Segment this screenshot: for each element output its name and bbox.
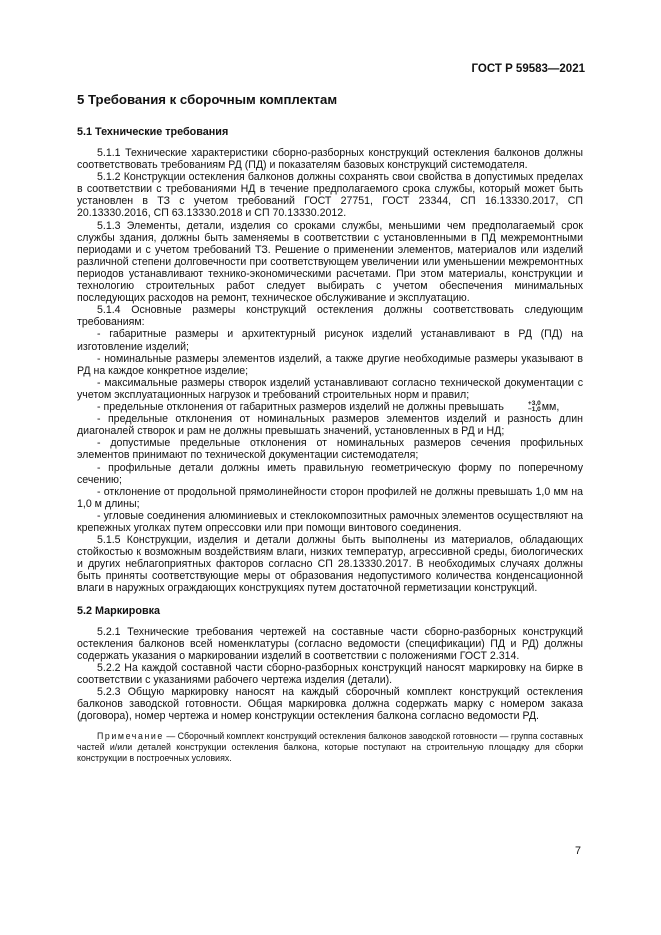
subsection-title-5-1: 5.1 Технические требования bbox=[77, 126, 229, 138]
list-item: - угловые соединения алюминиевых и стеклокомпозитных рамочных элементов осуществляют на крепежных уголках путем опрессовки или при помощи винтового соединения. bbox=[77, 509, 583, 535]
list-item: - предельные отклонения от номинальных размеров элементов изделий и разность длин диагоналей створок и рам не должны превышать значений, установленных в РД и НД; bbox=[77, 413, 583, 438]
list-item-tolerance bbox=[77, 401, 583, 413]
list-item: - номинальные размеры элементов изделий, а также другие необходимые размеры указывают в РД на каждое конкретное изделие; bbox=[77, 352, 583, 377]
unit-text: мм, bbox=[541, 400, 560, 413]
paragraph-5-2-1: 5.2.1 Технические требования чертежей на составные части сборно-разборных конструкций остекления балконов всей номенклатуры (согласно ведомости (спецификации) ПД и РД) должны содержать указания о маркировании изделий в соответствии с положениями ГОСТ 2.314. bbox=[77, 625, 583, 662]
standard-code: ГОСТ Р 59583—2021 bbox=[471, 63, 585, 75]
section-title: 5 Требования к сборочным комплектам bbox=[77, 92, 338, 107]
list-item-text: - предельные отклонения от габаритных размеров изделий не должны превышать bbox=[97, 400, 504, 413]
page-number: 7 bbox=[574, 845, 581, 857]
tolerance-minus: −1,0 bbox=[527, 406, 541, 414]
page-content bbox=[77, 92, 583, 764]
paragraph-5-1-1: 5.1.1 Технические характеристики сборно-разборных конструкций остекления балконов должны соответствовать требованиям РД (ПД) и показателям базовых конструкций системодателя. bbox=[77, 147, 583, 172]
paragraph-5-1-4: 5.1.4 Основные размеры конструкций остекления должны соответствовать следующим требованиям: bbox=[77, 304, 583, 329]
paragraph-5-1-2: 5.1.2 Конструкции остекления балконов должны сохранять свои свойства в допустимых пределах в соответствии с требованиями НД в течение предполагаемого срока службы, который может быть установлен в ТЗ с учетом требований ГОСТ 27751, ГОСТ 23344, СП 16.13330.2017, СП 20.13330.2016, СП 63.13330.2018 и СП 70.13330.2012. bbox=[77, 171, 583, 220]
list-item: - профильные детали должны иметь правильную геометрическую форму по поперечному сечению; bbox=[77, 461, 583, 486]
paragraph-5-1-3: 5.1.3 Элементы, детали, изделия со сроками службы, меньшими чем предполагаемый срок службы здания, должны быть заменяемы в соответствии с установленными в ПД межремонтными периодами и с учетом требований ТЗ. Решение о применении элементов, материалов или изделий различной степени долговечности при соответствующем увеличении или уменьшении межремонтных периодов устанавливают технико-экономическими расчетами. При этом материалы, конструкции и технологию строительных работ следует выбирать с учетом обеспечения минимальных последующих расходов на ремонт, техническое обслуживание и эксплуатацию. bbox=[77, 219, 583, 305]
list-item: - габаритные размеры и архитектурный рисунок изделий устанавливают в РД (ПД) на изготовление изделий; bbox=[77, 328, 583, 353]
list-item: - отклонение от продольной прямолинейности сторон профилей не должны превышать 1,0 мм на 1,0 м длины; bbox=[77, 485, 583, 510]
subsection-title-5-2: 5.2 Маркировка bbox=[77, 604, 161, 617]
note-label: Примечание bbox=[97, 731, 164, 742]
list-item: - допустимые предельные отклонения от номинальных размеров сечения профильных элементов принимают по технической документации системодателя; bbox=[77, 437, 583, 462]
paragraph-5-1-5: 5.1.5 Конструкции, изделия и детали должны быть выполнены из материалов, обладающих стойкостью к возможным воздействиям влаги, низких температур, агрессивной среды, биологических и других неблагоприятных факторов согласно СП 28.13330.2017. В необходимых случаях должны быть приняты соответствующие меры от образования недопустимого количества конденсационной влаги в наружных ограждающих конструкциях путем достаточной герметизации конструкций. bbox=[77, 534, 583, 595]
paragraph-5-2-2: 5.2.2 На каждой составной части сборно-разборных конструкций наносят маркировку на бирке в соответствии с указаниями рабочего чертежа изделия (детали). bbox=[77, 661, 583, 686]
note-text: — Сборочный комплект конструкций остекления балконов заводской готовности — группа составных частей и/или деталей конструкции остекления балкона, которые поступают на строительную площадку для сборки конструкции в построечных условиях. bbox=[77, 731, 583, 764]
paragraph-5-2-3: 5.2.3 Общую маркировку наносят на каждый сборочный комплект конструкций остекления балконов заводской готовности. Общая маркировка должна содержать марку с номером заказа (договора), номер чертежа и номер конструкции остекления балкона согласно ведомости РД. bbox=[77, 686, 583, 723]
tolerance-value bbox=[508, 401, 541, 413]
tolerance-plus: +3,0 bbox=[527, 400, 541, 408]
note bbox=[77, 731, 583, 764]
list-item: - максимальные размеры створок изделий устанавливают согласно технической документации с учетом эксплуатационных нагрузок и требований строительных норм и правил; bbox=[77, 376, 583, 401]
